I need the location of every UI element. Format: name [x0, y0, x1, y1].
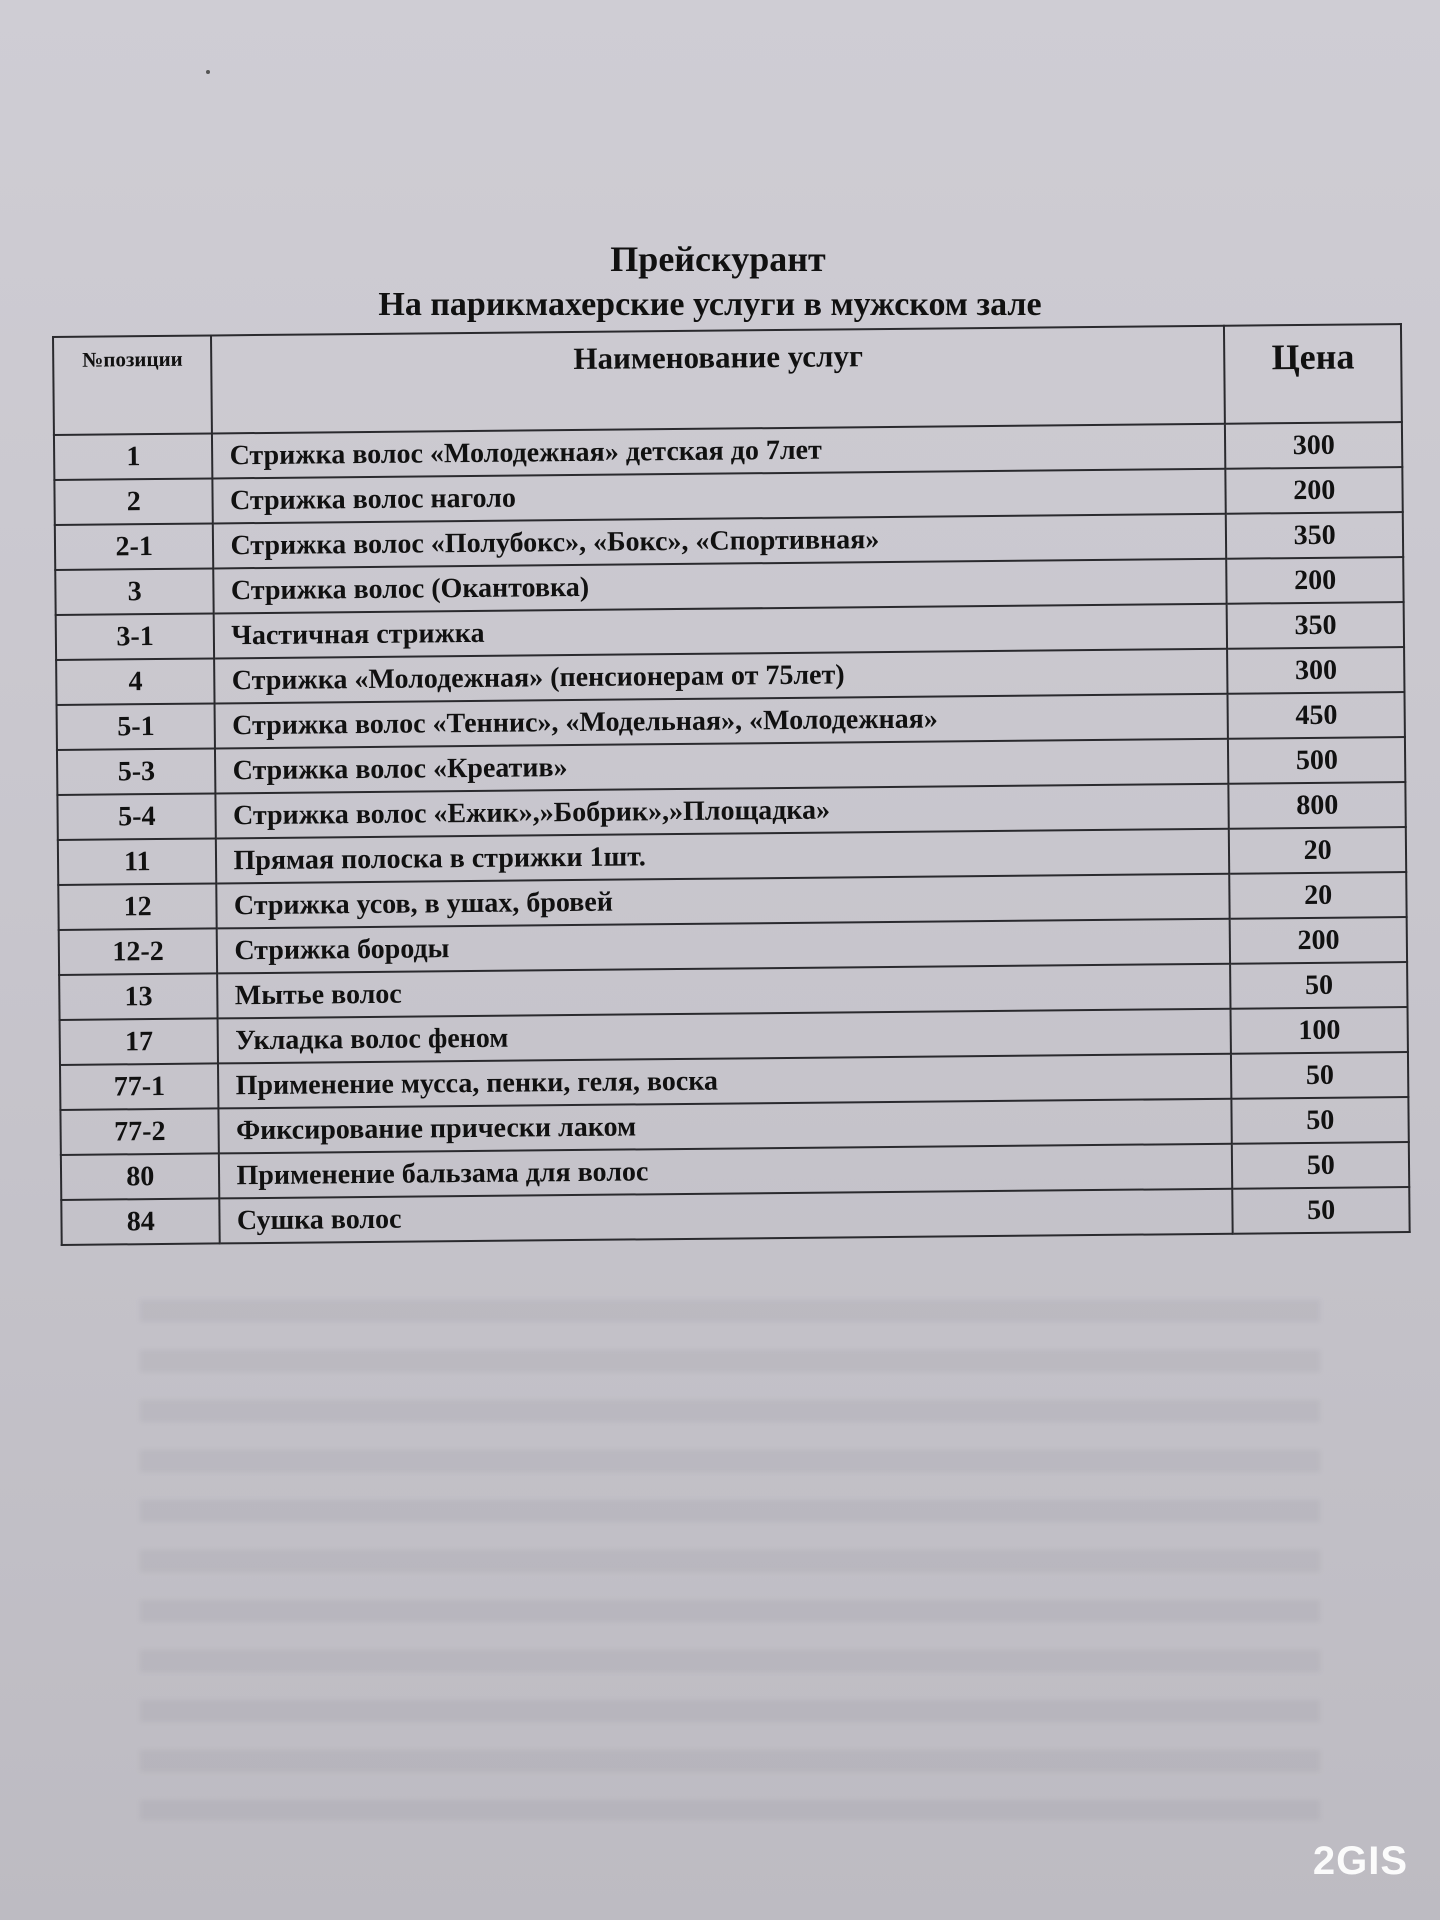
cell-position-number: 12-2: [59, 928, 218, 975]
cell-position-number: 11: [58, 838, 217, 885]
cell-price: 300: [1228, 647, 1405, 694]
cell-price: 50: [1231, 962, 1408, 1009]
2gis-watermark: 2GIS: [1312, 1839, 1408, 1883]
cell-price: 500: [1228, 737, 1405, 784]
cell-position-number: 17: [60, 1018, 219, 1065]
table-body: [54, 422, 1410, 1245]
cell-service-name: Стрижка «Молодежная» (пенсионерам от 75лет): [215, 649, 1228, 704]
cell-service-name: Стрижка волос (Окантовка): [214, 559, 1227, 614]
paper-speck: [206, 70, 210, 74]
cell-price: 50: [1233, 1187, 1410, 1234]
header-position-number: №позиции: [53, 335, 212, 435]
cell-service-name: Прямая полоска в стрижки 1шт.: [216, 829, 1229, 884]
cell-price: 100: [1231, 1007, 1408, 1054]
cell-service-name: Частичная стрижка: [214, 604, 1227, 659]
cell-service-name: Стрижка усов, в ушах, бровей: [217, 874, 1230, 929]
cell-position-number: 13: [59, 973, 218, 1020]
cell-price: 20: [1229, 827, 1406, 874]
cell-position-number: 5-3: [57, 748, 216, 795]
cell-service-name: Стрижка бороды: [217, 919, 1230, 974]
cell-price: 350: [1226, 512, 1403, 559]
cell-price: 50: [1232, 1142, 1409, 1189]
cell-service-name: Стрижка волос наголо: [213, 469, 1226, 524]
cell-position-number: 2: [54, 478, 213, 525]
document-title: Прейскурант: [610, 239, 826, 279]
cell-position-number: 1: [54, 433, 213, 480]
cell-position-number: 5-1: [57, 703, 216, 750]
header-service-name: Наименование услуг: [211, 326, 1225, 434]
cell-price: 200: [1227, 557, 1404, 604]
cell-service-name: Стрижка волос «Полубокс», «Бокс», «Спортивная»: [213, 514, 1226, 569]
cell-position-number: 77-1: [60, 1063, 219, 1110]
cell-service-name: Стрижка волос «Молодежная» детская до 7лет: [212, 424, 1225, 479]
cell-service-name: Стрижка волос «Ежик»,»Бобрик»,»Площадка»: [216, 784, 1229, 839]
cell-service-name: Стрижка волос «Теннис», «Модельная», «Молодежная»: [215, 694, 1228, 749]
cell-position-number: 12: [58, 883, 217, 930]
cell-price: 350: [1227, 602, 1404, 649]
cell-position-number: 80: [61, 1153, 220, 1200]
cell-price: 300: [1225, 422, 1402, 469]
cell-price: 50: [1231, 1052, 1408, 1099]
cell-price: 200: [1226, 467, 1403, 514]
table-header: [53, 324, 1402, 435]
cell-service-name: Применение бальзама для волос: [219, 1144, 1232, 1199]
cell-price: 200: [1230, 917, 1407, 964]
cell-price: 800: [1229, 782, 1406, 829]
cell-price: 50: [1232, 1097, 1409, 1144]
cell-position-number: 3: [55, 568, 214, 615]
header-price: Цена: [1224, 324, 1401, 424]
cell-position-number: 2-1: [55, 523, 214, 570]
cell-position-number: 4: [56, 658, 215, 705]
cell-position-number: 3-1: [56, 613, 215, 660]
cell-position-number: 77-2: [60, 1108, 219, 1155]
cell-service-name: Фиксирование прически лаком: [219, 1099, 1232, 1154]
document-subtitle: На парикмахерские услуги в мужском зале: [378, 286, 1042, 323]
cell-price: 450: [1228, 692, 1405, 739]
cell-service-name: Укладка волос феном: [218, 1009, 1231, 1064]
cell-price: 20: [1230, 872, 1407, 919]
show-through-text: [140, 1300, 1320, 1820]
cell-service-name: Сушка волос: [220, 1189, 1233, 1244]
cell-service-name: Мытье волос: [218, 964, 1231, 1019]
header-row: [53, 324, 1402, 435]
cell-position-number: 84: [61, 1198, 220, 1245]
cell-position-number: 5-4: [57, 793, 216, 840]
price-table: [52, 323, 1411, 1246]
cell-service-name: Стрижка волос «Креатив»: [215, 739, 1228, 794]
cell-service-name: Применение мусса, пенки, геля, воска: [218, 1054, 1231, 1109]
